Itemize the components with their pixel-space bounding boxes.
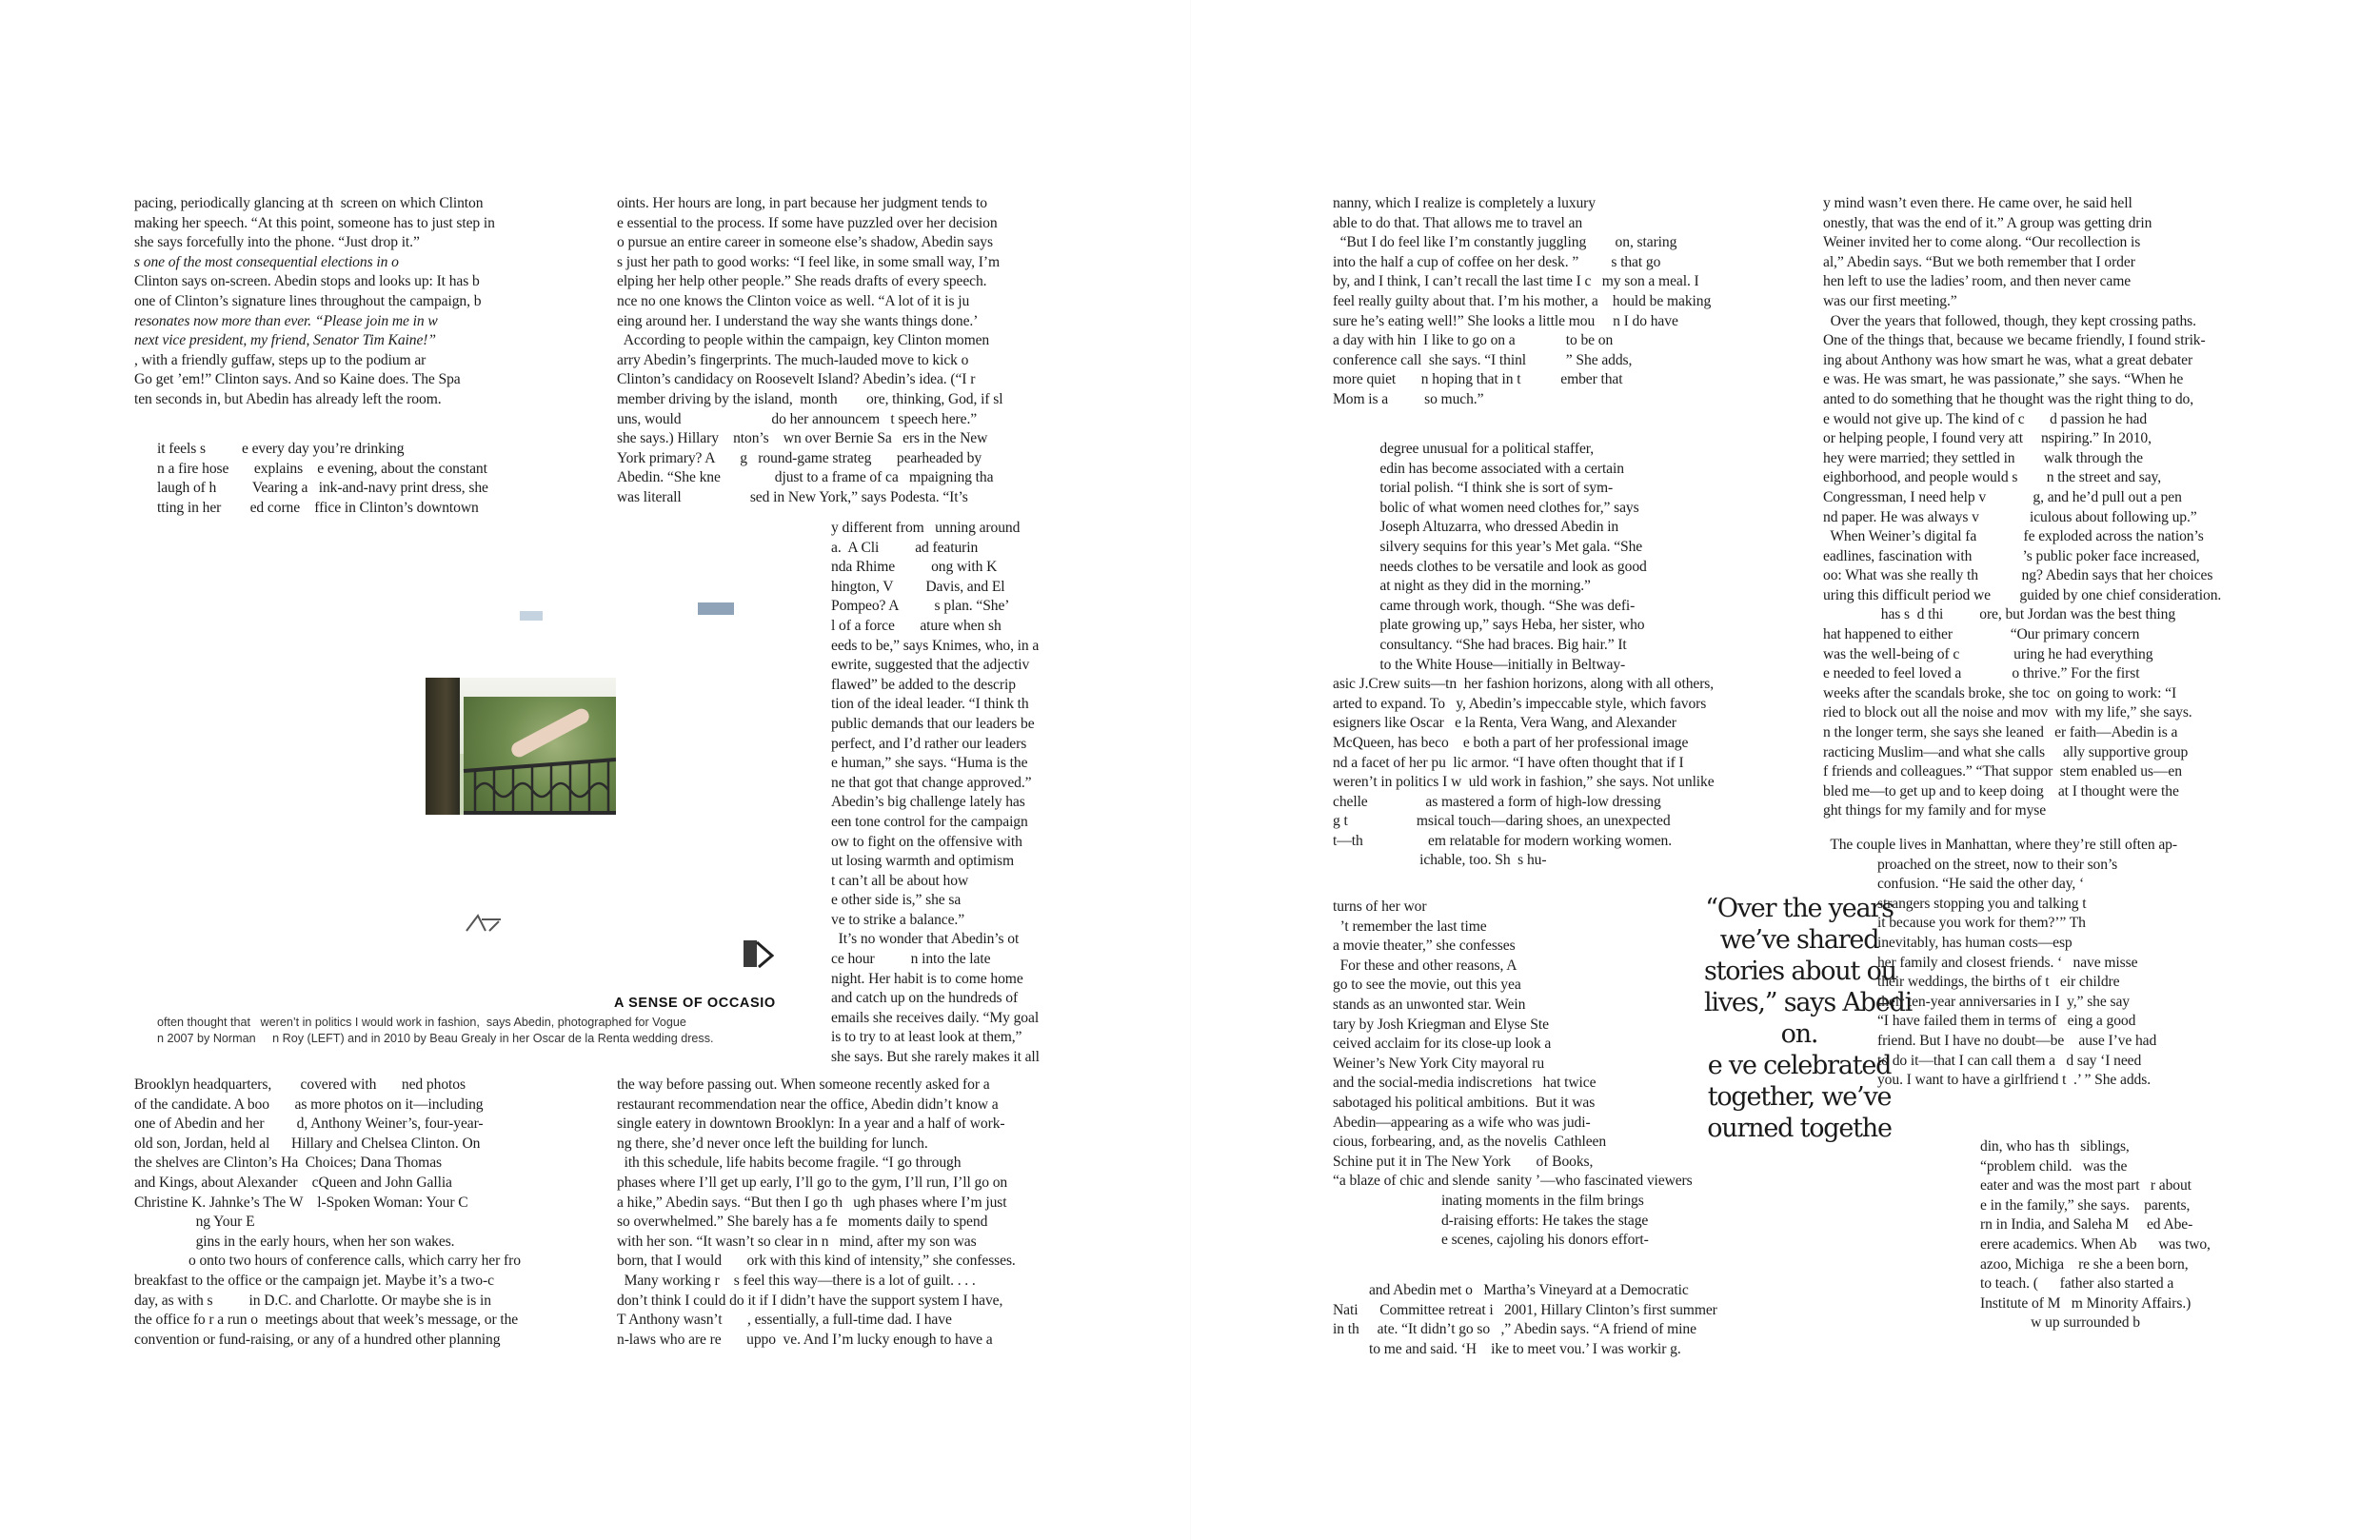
text-line: able to do that. That allows me to travel an bbox=[1333, 214, 1583, 231]
text-line: a day with hin I like to go on a to be on bbox=[1333, 332, 1614, 349]
text-line: on. bbox=[1780, 1019, 1818, 1049]
text-line: e ve celebrated bbox=[1707, 1051, 1892, 1080]
text-line: consultancy. “She had braces. Big hair.” It bbox=[1333, 636, 1627, 653]
text-line: eighborhood, and people would s n the street and say, bbox=[1823, 469, 2162, 486]
text-line: torial polish. “I think she is sort of sym- bbox=[1333, 480, 1614, 497]
right-column-d-top bbox=[1333, 194, 1780, 410]
text-line: ce hour n into the late bbox=[831, 951, 991, 968]
text-line: Weiner invited her to come along. “Our recollection is bbox=[1823, 234, 2141, 251]
text-line: ng there, she’d never once left the building for lunch. bbox=[617, 1135, 928, 1152]
text-line: turns of her wor bbox=[1333, 898, 1427, 915]
text-line: w up surrounded b bbox=[1980, 1314, 2140, 1332]
text-line: esigners like Oscar e la Renta, Vera Wang, and Alexander bbox=[1333, 715, 1676, 732]
text-line: ght things for my family and for myse bbox=[1823, 802, 2047, 819]
text-line: feel really guilty about that. I’m his mother, a hould be making bbox=[1333, 292, 1712, 309]
text-line: e was. He was smart, he was passionate,” she says. “When he bbox=[1823, 371, 2184, 388]
text-line: ourned togethe bbox=[1707, 1114, 1892, 1143]
text-line: n a fire hose explains e evening, about the constant bbox=[157, 460, 487, 477]
text-line: often thought that weren’t in politics I would work in fashion, says Abedin, photographed for Vogue bbox=[157, 1016, 686, 1029]
text-line: o onto two hours of conference calls, which carry her fro bbox=[134, 1253, 521, 1270]
right-column-e-end bbox=[1980, 1137, 2256, 1333]
text-line: bolic of what women need clothes for,” says bbox=[1333, 499, 1639, 516]
text-line: e in the family,” she says. parents, bbox=[1980, 1196, 2191, 1214]
text-line: e essential to the process. If some have puzzled over her decision bbox=[617, 214, 998, 231]
spread-fold bbox=[1190, 0, 1191, 1540]
text-line: so overwhelmed.” She barely has a fe moments daily to spend bbox=[617, 1214, 988, 1231]
text-line: to the White House—initially in Beltway- bbox=[1333, 656, 1626, 673]
text-line: born, that I would ork with this kind of intensity,” she confesses. bbox=[617, 1253, 1016, 1270]
text-line: nda Rhime ong with K bbox=[831, 559, 998, 576]
text-line: inevitably, has human costs—esp bbox=[1823, 934, 2073, 951]
text-line: Schine put it in The New York of Books, bbox=[1333, 1153, 1594, 1170]
text-line: For these and other reasons, A bbox=[1333, 957, 1517, 974]
text-line: tting in her ed corne ffice in Clinton’s downtown bbox=[157, 499, 479, 516]
left-column-a-top bbox=[134, 194, 582, 410]
text-line: arted to expand. To y, Abedin’s impeccable style, which favors bbox=[1333, 695, 1707, 712]
text-line: the office fo r a run o meetings about that week’s message, or the bbox=[134, 1312, 519, 1329]
text-line: night. Her habit is to come home bbox=[831, 970, 1023, 987]
pull-quote bbox=[1704, 893, 1913, 1144]
text-line: breakfast to the office or the campaign jet. Maybe it’s a two-c bbox=[134, 1272, 494, 1289]
text-line: Institute of M m Minority Affairs.) bbox=[1980, 1294, 2192, 1312]
text-line: “Over the years bbox=[1705, 894, 1894, 923]
text-line: making her speech. “At this point, someone has to just step in bbox=[134, 214, 495, 231]
text-line: next vice president, my friend, Senator Tim Kaine!” bbox=[134, 332, 436, 349]
text-line: Clinton’s candidacy on Roosevelt Island? Abedin’s idea. (“I r bbox=[617, 371, 976, 388]
text-line: ith this schedule, life habits become fragile. “I go through bbox=[617, 1155, 962, 1172]
text-line: ng Your E bbox=[134, 1214, 255, 1231]
photo-balcony bbox=[426, 678, 616, 815]
text-line: we’ve shared bbox=[1719, 925, 1879, 955]
left-column-b-top bbox=[617, 194, 1055, 508]
text-line: of the candidate. A boo as more photos on it—including bbox=[134, 1096, 484, 1113]
text-line: ichable, too. Sh s hu- bbox=[1333, 852, 1547, 869]
text-line: their weddings, the births of t eir childre bbox=[1823, 974, 2120, 991]
right-column-d-end bbox=[1333, 1281, 1780, 1359]
text-line: single eatery in downtown Brooklyn: In a year and a half of work- bbox=[617, 1116, 1005, 1133]
text-line: a hike,” Abedin says. “But then I go th ugh phases where I’m just bbox=[617, 1194, 1007, 1211]
text-line: phases where I’ll get up early, I’ll go to the gym, I’ll run, I’ll go on bbox=[617, 1174, 1008, 1191]
text-line: conference call she says. “I thinl ” She adds, bbox=[1333, 351, 1633, 368]
text-line: old son, Jordan, held al Hillary and Chelsea Clinton. On bbox=[134, 1135, 481, 1152]
text-line: into the half a cup of coffee on her desk. ” s that go bbox=[1333, 253, 1661, 270]
text-line: ing about Anthony was how smart he was, what a great debater bbox=[1823, 351, 2193, 368]
text-line: convention or fund-raising, or any of a hundred other planning bbox=[134, 1331, 501, 1348]
text-line: nce no one knows the Clinton voice as well. “A lot of it is ju bbox=[617, 292, 970, 309]
text-line: a. A Cli ad featurin bbox=[831, 539, 979, 556]
text-line: to teach. ( father also started a bbox=[1980, 1275, 2174, 1293]
text-line: York primary? A g round-game strateg pearheaded by bbox=[617, 449, 982, 466]
text-line: eadlines, fascination with ’s public poker face increased, bbox=[1823, 547, 2200, 564]
text-line: n the longer term, she says she leaned er faith—Abedin is a bbox=[1823, 724, 2178, 741]
text-line: gins in the early hours, when her son wakes. bbox=[134, 1233, 455, 1250]
text-line: by, and I think, I can’t recall the last time I c my son a meal. I bbox=[1333, 273, 1699, 290]
text-line: “But I do feel like I’m constantly juggling on, staring bbox=[1333, 234, 1677, 251]
text-line: nd paper. He was always v iculous about following up.” bbox=[1823, 508, 2197, 525]
text-line: and Abedin met o Martha’s Vineyard at a Democratic bbox=[1333, 1282, 1689, 1298]
text-line: friend. But I have no doubt—be ause I’ve had bbox=[1823, 1032, 2157, 1049]
text-line: l of a force ature when sh bbox=[831, 617, 1002, 634]
text-line: to me and said. ‘H ike to meet vou.’ I was workir g. bbox=[1333, 1340, 1681, 1357]
text-line: degree unusual for a political staffer, bbox=[1333, 441, 1595, 457]
text-line: Abedin. “She kne djust to a frame of ca mpaigning tha bbox=[617, 469, 994, 486]
text-line: in th ate. “It didn’t go so ,” Abedin says. “A friend of mine bbox=[1333, 1321, 1696, 1338]
text-line: her family and closest friends. ‘ nave misse bbox=[1823, 954, 2138, 971]
text-line: een tone control for the campaign bbox=[831, 813, 1028, 830]
text-line: together, we’ve bbox=[1707, 1082, 1892, 1112]
text-line: perfect, and I’d rather our leaders bbox=[831, 735, 1027, 752]
text-line: or helping people, I found very att nspiring.” In 2010, bbox=[1823, 430, 2152, 447]
text-line: plate growing up,” says Heba, her sister, who bbox=[1333, 617, 1645, 634]
text-line: It’s no wonder that Abedin’s ot bbox=[831, 931, 1020, 948]
text-line: flawed” be added to the descrip bbox=[831, 676, 1016, 693]
photo-caption bbox=[157, 1015, 714, 1047]
text-line: y mind wasn’t even there. He came over, he said hell bbox=[1823, 195, 2132, 211]
text-line: azoo, Michiga re she a been born, bbox=[1980, 1255, 2189, 1273]
text-line: she says. But she rarely makes it all bbox=[831, 1049, 1040, 1066]
text-line: “problem child. was the bbox=[1980, 1157, 2128, 1175]
text-line: ve to strike a balance.” bbox=[831, 911, 965, 928]
text-line: silvery sequins for this year’s Met gala. “She bbox=[1333, 538, 1643, 555]
text-line: Brooklyn headquarters, covered with ned photos bbox=[134, 1076, 466, 1093]
text-line: inating moments in the film brings bbox=[1333, 1192, 1644, 1209]
text-line: Pompeo? A s plan. “She’ bbox=[831, 598, 1010, 615]
text-line: anted to do something that he thought was the right thing to do, bbox=[1823, 390, 2194, 407]
text-line: to do it—that I can call them a d say ‘I need bbox=[1823, 1052, 2142, 1069]
text-line: is to try to at least look at them,” bbox=[831, 1029, 1022, 1046]
text-line: ow to fight on the offensive with bbox=[831, 833, 1022, 850]
text-line: with her son. “It wasn’t so clear in n mind, after my son was bbox=[617, 1233, 977, 1250]
text-line: oints. Her hours are long, in part because her judgment tends to bbox=[617, 195, 987, 211]
text-line: weeks after the scandals broke, she toc on going to work: “I bbox=[1823, 684, 2177, 701]
text-line: din, who has th siblings, bbox=[1980, 1138, 2130, 1155]
text-line: she says.) Hillary nton’s wn over Bernie Sa ers in the New bbox=[617, 430, 988, 447]
text-line: sabotaged his political ambitions. But it was bbox=[1333, 1094, 1596, 1111]
text-line: strangers stopping you and talking t bbox=[1823, 895, 2087, 912]
text-line: Nati Committee retreat i 2001, Hillary Clinton’s first summer bbox=[1333, 1301, 1717, 1318]
text-line: Over the years that followed, though, they kept crossing paths. bbox=[1823, 312, 2196, 329]
text-line: One of the things that, because we became friendly, I found strik- bbox=[1823, 332, 2206, 349]
text-line: f friends and colleagues.” “That suppor stem enabled us—en bbox=[1823, 763, 2182, 780]
text-line: e would not give up. The kind of c d passion he had bbox=[1823, 410, 2148, 427]
text-line: When Weiner’s digital fa fe exploded across the nation’s bbox=[1823, 528, 2204, 545]
text-line: g t msical touch—daring shoes, an unexpected bbox=[1333, 813, 1671, 830]
text-line: , with a friendly guffaw, steps up to the podium ar bbox=[134, 351, 426, 368]
left-column-b-bottom bbox=[617, 1076, 1057, 1350]
text-line: bled me—to get up and to keep doing at I thought were the bbox=[1823, 782, 2179, 800]
text-line: T Anthony wasn’t , essentially, a full-time dad. I have bbox=[617, 1312, 952, 1329]
text-line: day, as with s in D.C. and Charlotte. Or maybe she is in bbox=[134, 1292, 491, 1309]
text-line: chelle as mastered a form of high-low dressing bbox=[1333, 793, 1661, 810]
text-line: restaurant recommendation near the office, Abedin didn’t know a bbox=[617, 1096, 999, 1113]
text-line: hington, V Davis, and El bbox=[831, 578, 1005, 595]
text-line: and Kings, about Alexander cQueen and John Gallia bbox=[134, 1174, 452, 1191]
text-line: “I have failed them in terms of eing a good bbox=[1823, 1013, 2136, 1030]
text-line: Mom is a so much.” bbox=[1333, 390, 1484, 407]
text-line: y different from unning around bbox=[831, 520, 1021, 536]
text-line: onestly, that was the end of it.” A group was getting drin bbox=[1823, 214, 2152, 231]
text-line: nd a facet of her pu lic armor. “I have often thought that if I bbox=[1333, 754, 1684, 771]
text-line: t—th em relatable for modern working women. bbox=[1333, 832, 1673, 849]
text-line: nanny, which I realize is completely a luxury bbox=[1333, 195, 1596, 211]
text-line: go to see the movie, out this yea bbox=[1333, 977, 1521, 994]
text-line: tion of the ideal leader. “I think th bbox=[831, 696, 1029, 713]
text-line: you. I want to have a girlfriend t .’ ” She adds. bbox=[1823, 1072, 2151, 1089]
text-line: it because you work for them?’” Th bbox=[1823, 915, 2086, 932]
text-line: resonates now more than ever. “Please join me in w bbox=[134, 312, 438, 329]
text-line: ried to block out all the noise and mov with my life,” she says. bbox=[1823, 704, 2192, 721]
text-line: ’t remember the last time bbox=[1333, 918, 1487, 935]
left-column-a-mid bbox=[157, 440, 581, 518]
text-line: don’t think I could do it if I didn’t have the support system I have, bbox=[617, 1292, 1003, 1309]
text-line: racticing Muslim—and what she calls ally supportive group bbox=[1823, 743, 2189, 760]
text-line: pacing, periodically glancing at th screen on which Clinton bbox=[134, 195, 484, 211]
text-line: ceived acclaim for its close-up look a bbox=[1333, 1036, 1552, 1053]
text-line: lives,” says Abedi bbox=[1704, 988, 1913, 1017]
text-line: Go get ’em!” Clinton says. And so Kaine does. The Spa bbox=[134, 371, 461, 388]
text-line: t can’t all be about how bbox=[831, 872, 969, 889]
text-line: hey were married; they settled in walk through the bbox=[1823, 449, 2143, 466]
text-line: s one of the most consequential elections in o bbox=[134, 253, 399, 270]
text-line: it feels s e every day you’re drinking bbox=[157, 441, 405, 457]
text-line: ewrite, suggested that the adjectiv bbox=[831, 657, 1030, 674]
text-line: s just her path to good works: “I feel like, in some small way, I’m bbox=[617, 253, 1000, 270]
text-line: emails she receives daily. “My goal bbox=[831, 1009, 1040, 1026]
text-line: weren’t in politics I w uld work in fashion,” she says. Not unlike bbox=[1333, 774, 1715, 791]
text-line: hen left to use the ladies’ room, and then never came bbox=[1823, 273, 2132, 290]
text-line: their ten-year anniversaries in I y,” she say bbox=[1823, 993, 2130, 1010]
text-line: n 2007 by Norman n Roy (LEFT) and in 2010 by Beau Grealy in her Oscar de la Renta wedding dress. bbox=[157, 1032, 714, 1045]
caption-headline: A SENSE OF OCCASIO bbox=[614, 996, 776, 1011]
text-line: “a blaze of chic and slende sanity ’—who fascinated viewers bbox=[1333, 1173, 1693, 1190]
text-line: stories about ou bbox=[1704, 957, 1896, 986]
text-line: and catch up on the hundreds of bbox=[831, 990, 1019, 1007]
text-line: proached on the street, now to their son’s bbox=[1823, 856, 2118, 873]
image-fragment-4 bbox=[742, 938, 774, 969]
text-line: e other side is,” she sa bbox=[831, 892, 962, 909]
text-line: al,” Abedin says. “But we both remember that I order bbox=[1823, 253, 2135, 270]
text-line: erere academics. When Ab was two, bbox=[1980, 1235, 2211, 1253]
text-line: edin has become associated with a certain bbox=[1333, 460, 1624, 477]
text-line: eing around her. I understand the way she wants things done.’ bbox=[617, 312, 979, 329]
text-line: Joseph Altuzarra, who dressed Abedin in bbox=[1333, 519, 1619, 536]
text-line: was our first meeting.” bbox=[1823, 292, 1957, 309]
text-line: elping her help other people.” She reads drafts of every speech. bbox=[617, 273, 987, 290]
text-line: the way before passing out. When someone recently asked for a bbox=[617, 1076, 990, 1093]
image-fragment-3 bbox=[465, 914, 505, 933]
text-line: more quiet n hoping that in t ember that bbox=[1333, 371, 1623, 388]
text-line: came through work, though. “She was defi- bbox=[1333, 597, 1636, 614]
text-line: hat happened to either “Our primary concern bbox=[1823, 626, 2140, 643]
text-line: public demands that our leaders be bbox=[831, 715, 1035, 732]
text-line: o pursue an entire career in someone else’s shadow, Abedin says bbox=[617, 234, 993, 251]
text-line: arry Abedin’s fingerprints. The much-lauded move to kick o bbox=[617, 351, 969, 368]
text-line: ne that got that change approved.” bbox=[831, 774, 1032, 791]
text-line: laugh of h Vearing a ink-and-navy print dress, she bbox=[157, 480, 488, 497]
text-line: ut losing warmth and optimism bbox=[831, 853, 1015, 870]
text-line: Many working r s feel this way—there is a lot of guilt. . . . bbox=[617, 1272, 976, 1289]
text-line: The couple lives in Manhattan, where they’re still often ap- bbox=[1823, 837, 2177, 853]
text-line: uns, would do her announcem t speech here.” bbox=[617, 410, 978, 427]
text-line: Abedin’s big challenge lately has bbox=[831, 794, 1025, 811]
text-line: she says forcefully into the phone. “Just drop it.” bbox=[134, 234, 420, 251]
text-line: cious, forbearing, and, as the novelis Cathleen bbox=[1333, 1134, 1607, 1151]
text-line: one of Clinton’s signature lines throughout the campaign, b bbox=[134, 292, 482, 309]
text-line: was literall sed in New York,” says Podesta. “It’s bbox=[617, 488, 968, 505]
text-line: Abedin—appearing as a wife who was judi- bbox=[1333, 1114, 1591, 1131]
text-line: n-laws who are re uppo ve. And I’m lucky enough to have a bbox=[617, 1331, 993, 1348]
text-line: According to people within the campaign, key Clinton momen bbox=[617, 332, 990, 349]
text-line: sure he’s eating well!” She looks a little mou n I do have bbox=[1333, 312, 1678, 329]
text-line: was the well-being of c uring he had everything bbox=[1823, 645, 2153, 662]
text-line: rn in India, and Saleha M ed Abe- bbox=[1980, 1216, 2193, 1234]
text-line: e scenes, cajoling his donors effort- bbox=[1333, 1232, 1649, 1249]
text-line: needs clothes to be versatile and look as good bbox=[1333, 558, 1647, 575]
text-line: the shelves are Clinton’s Ha Choices; Dana Thomas bbox=[134, 1155, 442, 1172]
text-line: uring this difficult period we guided by one chief consideration. bbox=[1823, 586, 2222, 603]
text-line: McQueen, has beco e both a part of her professional image bbox=[1333, 734, 1689, 751]
text-line: and the social-media indiscretions hat twice bbox=[1333, 1075, 1597, 1092]
text-line: e human,” she says. “Huma is the bbox=[831, 755, 1028, 772]
image-fragment-2 bbox=[698, 602, 734, 615]
text-line: Congressman, I need help v g, and he’d pull out a pen bbox=[1823, 488, 2182, 505]
text-line: at night as they did in the morning.” bbox=[1333, 578, 1591, 595]
text-line: e needed to feel loved a o thrive.” For the first bbox=[1823, 665, 2140, 682]
text-line: d-raising efforts: He takes the stage bbox=[1333, 1212, 1649, 1229]
text-line: tary by Josh Kriegman and Elyse Ste bbox=[1333, 1016, 1549, 1033]
right-column-e-top bbox=[1823, 194, 2256, 821]
text-line: asic J.Crew suits—tn her fashion horizons, along with all others, bbox=[1333, 676, 1715, 693]
text-line: eeds to be,” says Knimes, who, in a bbox=[831, 637, 1040, 654]
text-line: has s d thi ore, but Jordan was the best thing bbox=[1823, 606, 2176, 623]
text-line: member driving by the island, month ore, thinking, God, if sl bbox=[617, 390, 1003, 407]
left-column-a-bottom bbox=[134, 1076, 580, 1350]
text-line: Clinton says on-screen. Abedin stops and looks up: It has b bbox=[134, 273, 480, 290]
text-line: one of Abedin and her d, Anthony Weiner’s, four-year- bbox=[134, 1116, 484, 1133]
text-line: eater and was the most part r about bbox=[1980, 1177, 2192, 1194]
right-column-d-mid bbox=[1333, 440, 1780, 871]
image-fragment-1 bbox=[520, 611, 543, 621]
text-line: stands as an unwonted star. Wein bbox=[1333, 996, 1526, 1013]
text-line: confusion. “He said the other day, ‘ bbox=[1823, 876, 2085, 893]
text-line: Weiner’s New York City mayoral ru bbox=[1333, 1055, 1545, 1072]
text-line: a movie theater,” she confesses bbox=[1333, 938, 1516, 955]
text-line: oo: What was she really th ng? Abedin says that her choices bbox=[1823, 567, 2213, 584]
left-column-c bbox=[831, 519, 1057, 1068]
text-line: ten seconds in, but Abedin has already left the room. bbox=[134, 390, 442, 407]
text-line: Christine K. Jahnke’s The W l-Spoken Woman: Your C bbox=[134, 1194, 468, 1211]
